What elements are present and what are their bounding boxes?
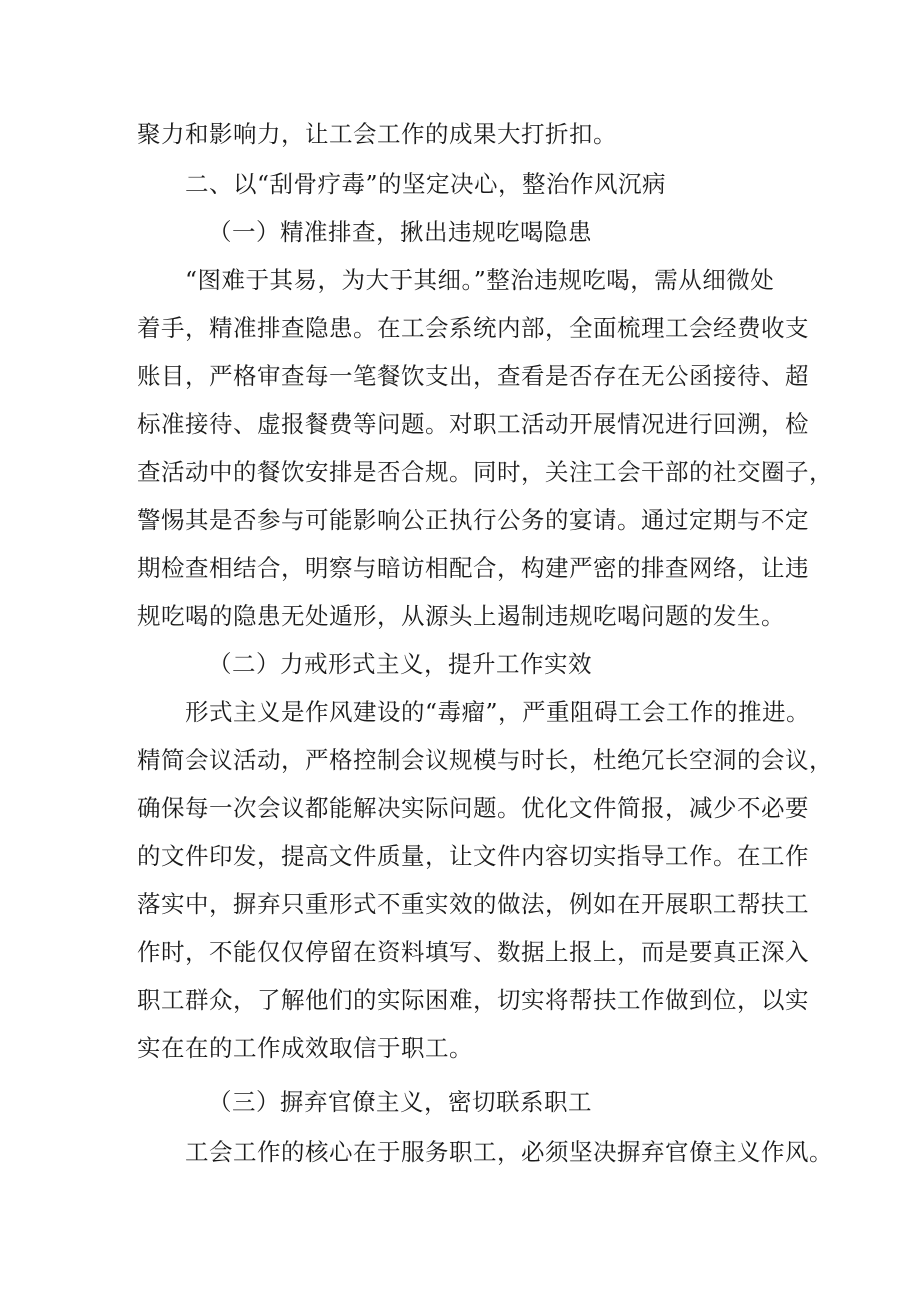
paragraph-line: 实在在的工作成效取信于职工。 <box>137 1034 473 1062</box>
paragraph-line: 期检查相结合，明察与暗访相配合，构建严密的排查网络，让违 <box>137 554 809 582</box>
paragraph-line: 工会工作的核心在于服务职工，必须坚决摒弃官僚主义作风。 <box>185 1138 833 1166</box>
paragraph-line: 确保每一次会议都能解决实际问题。优化文件简报，减少不必要 <box>137 794 809 822</box>
paragraph-line: 聚力和影响力，让工会工作的成果大打折扣。 <box>137 120 617 148</box>
paragraph-line: 规吃喝的隐患无处遁形，从源头上遏制违规吃喝问题的发生。 <box>137 602 785 630</box>
subsection-heading: （一）精准排查，揪出违规吃喝隐患 <box>208 218 592 246</box>
section-heading: 二、以“刮骨疗毒”的坚定决心，整治作风沉病 <box>185 170 667 198</box>
paragraph-line: 的文件印发，提高文件质量，让文件内容切实指导工作。在工作 <box>137 842 809 870</box>
subsection-heading: （二）力戒形式主义，提升工作实效 <box>208 650 592 678</box>
paragraph-line: 查活动中的餐饮安排是否合规。同时，关注工会干部的社交圈子， <box>137 458 833 486</box>
paragraph-line: 形式主义是作风建设的“毒瘤”，严重阻碍工会工作的推进。 <box>185 698 811 726</box>
paragraph-line: 账目，严格审查每一笔餐饮支出，查看是否存在无公函接待、超 <box>137 362 809 390</box>
paragraph-line: 作时，不能仅仅停留在资料填写、数据上报上，而是要真正深入 <box>137 938 809 966</box>
paragraph-line: 精简会议活动，严格控制会议规模与时长，杜绝冗长空洞的会议， <box>137 746 833 774</box>
paragraph-line: 警惕其是否参与可能影响公正执行公务的宴请。通过定期与不定 <box>137 506 809 534</box>
paragraph-line: 着手，精准排查隐患。在工会系统内部，全面梳理工会经费收支 <box>137 314 809 342</box>
paragraph-line: 职工群众，了解他们的实际困难，切实将帮扶工作做到位，以实 <box>137 986 809 1014</box>
paragraph-line: 标准接待、虚报餐费等问题。对职工活动开展情况进行回溯，检 <box>137 410 809 438</box>
paragraph-line: 落实中，摒弃只重形式不重实效的做法，例如在开展职工帮扶工 <box>137 890 809 918</box>
paragraph-line: “图难于其易，为大于其细。”整治违规吃喝，需从细微处 <box>185 266 775 294</box>
subsection-heading: （三）摒弃官僚主义，密切联系职工 <box>208 1088 592 1116</box>
